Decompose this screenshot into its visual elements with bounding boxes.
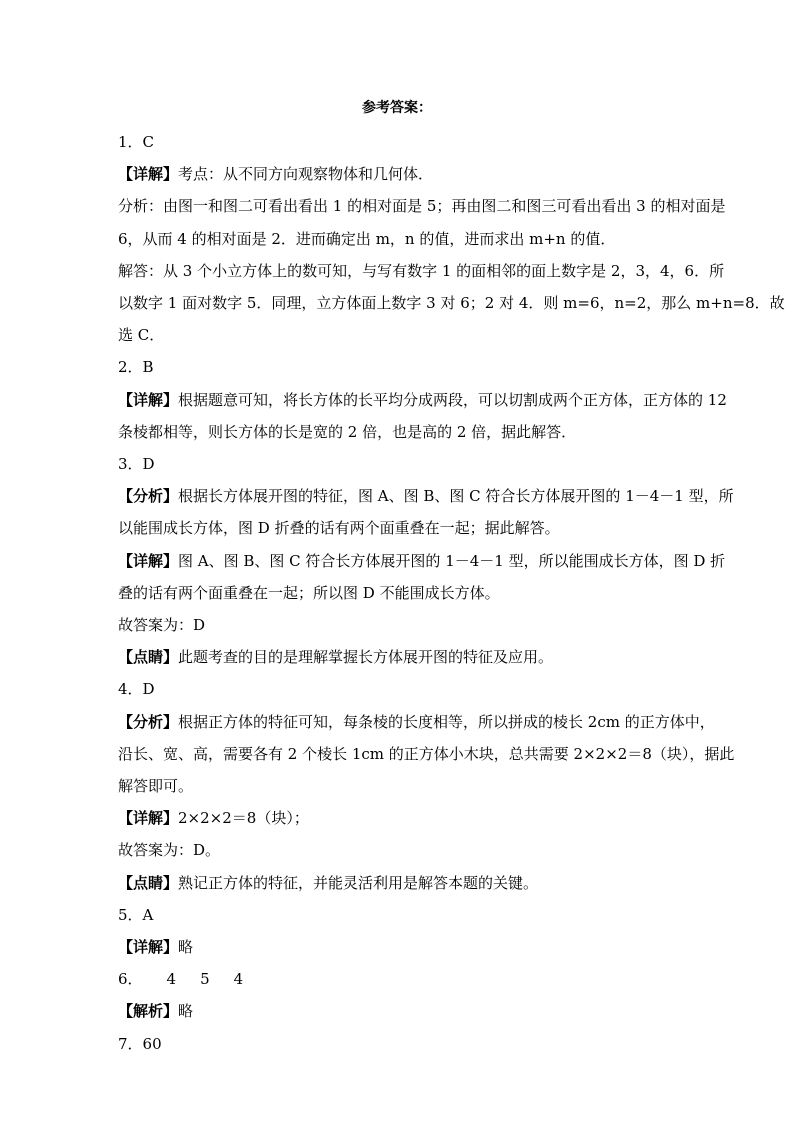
- blank-answer: 4: [233, 970, 244, 989]
- section-tag: 【详解】: [118, 390, 179, 409]
- line-text: 2×2×2＝8（块）；: [178, 809, 309, 828]
- line-text: 7．60: [118, 1034, 162, 1053]
- answer-line: [118, 131, 698, 153]
- line-text: 选 C．: [118, 326, 165, 345]
- answer-line: [118, 421, 698, 443]
- line-text: 根据正方体的特征可知，每条棱的长度相等，所以拼成的棱长 2cm 的正方体中，: [178, 712, 715, 731]
- line-text: 6．: [118, 970, 143, 989]
- line-text: 故答案为：D。: [118, 841, 221, 860]
- line-text: 2．B: [118, 358, 154, 377]
- section-tag: 【详解】: [118, 938, 179, 956]
- answer-line: [118, 646, 698, 668]
- line-text: 分析：由图一和图二可看出看出 1 的相对面是 5；再由图二和图三可看出看出 3 的相对面是: [118, 197, 726, 216]
- section-tag: 【点睛】: [118, 873, 179, 892]
- section-tag: 【详解】: [118, 165, 179, 184]
- answer-line: [118, 582, 698, 604]
- line-text: 叠的话有两个面重叠在一起；所以图 D 不能围成长方体。: [118, 583, 500, 602]
- answer-line: [118, 292, 785, 314]
- answer-line: [118, 936, 698, 958]
- page-title: 参考答案：: [362, 100, 432, 116]
- section-tag: 【分析】: [118, 487, 179, 506]
- answer-line: [118, 389, 727, 411]
- answer-line: [118, 743, 735, 765]
- line-text: 熟记正方体的特征，并能灵活利用是解答本题的关键。: [178, 873, 539, 892]
- answer-line: [118, 904, 698, 926]
- answer-line: [118, 872, 698, 894]
- line-text: 1．C: [118, 133, 155, 151]
- line-text: 6，从而 4 的相对面是 2．进而确定出 m，n 的值，进而求出 m+n 的值．: [118, 229, 616, 248]
- line-text: 3．D: [118, 455, 155, 473]
- line-text: 略: [178, 1002, 194, 1021]
- answer-line: [118, 678, 698, 700]
- line-text: 条棱都相等，则长方体的长是宽的 2 倍，也是高的 2 倍，据此解答．: [118, 422, 577, 441]
- answer-line: [118, 711, 715, 733]
- blank-answer: 4: [166, 970, 177, 989]
- answer-line: [118, 807, 698, 829]
- line-text: 以能围成长方体，图 D 折叠的话有两个面重叠在一起；据此解答。: [118, 519, 560, 538]
- section-tag: 【详解】: [118, 551, 179, 570]
- answer-line: [118, 1000, 698, 1022]
- section-tag: 【详解】: [118, 809, 179, 828]
- answer-line: [118, 324, 698, 346]
- line-text: 解答：从 3 个小立方体上的数可知，与写有数字 1 的面相邻的面上数字是 2，3，4，6．所: [118, 261, 725, 280]
- line-text: 考点：从不同方向观察物体和几何体．: [178, 165, 434, 184]
- answer-line: [118, 195, 726, 217]
- line-text: 根据长方体展开图的特征，图 A、图 B、图 C 符合长方体展开图的 1－4－1 型，所: [178, 487, 734, 506]
- answer-line: [118, 968, 698, 990]
- line-text: 根据题意可知，将长方体的长平均分成两段，可以切割成两个正方体，正方体的 12: [178, 390, 727, 409]
- line-text: 以数字 1 面对数字 5．同理，立方体面上数字 3 对 6；2 对 4．则 m=6，n=2，那么 m+n=8．故: [118, 294, 785, 312]
- answer-line: [118, 1033, 698, 1055]
- line-text: 5．A: [118, 905, 154, 924]
- line-text: 图 A、图 B、图 C 符合长方体展开图的 1－4－1 型，所以能围成长方体，图 D 折: [178, 551, 726, 570]
- answer-line: [118, 260, 725, 282]
- answer-line: [118, 517, 698, 539]
- section-tag: 【分析】: [118, 712, 179, 731]
- section-tag: 【点睛】: [118, 648, 179, 667]
- answer-line: [118, 775, 698, 797]
- answer-line: [118, 228, 698, 250]
- line-text: 4．D: [118, 680, 155, 699]
- answer-line: [118, 550, 726, 572]
- answer-line: [118, 453, 698, 475]
- line-text: 解答即可。: [118, 777, 194, 795]
- answer-line: [118, 839, 698, 861]
- line-text: 沿长、宽、高，需要各有 2 个棱长 1cm 的正方体小木块，总共需要 2×2×2＝8（块），据此: [118, 744, 735, 763]
- answer-line: [118, 614, 698, 636]
- line-text: 故答案为：D: [118, 616, 206, 634]
- blank-answer: 5: [200, 970, 210, 989]
- answer-line: [118, 356, 698, 378]
- answer-line: [118, 163, 698, 185]
- line-text: 略: [178, 938, 194, 956]
- line-text: 此题考查的目的是理解掌握长方体展开图的特征及应用。: [178, 648, 554, 667]
- section-tag: 【解析】: [118, 1002, 179, 1021]
- answer-line: [118, 485, 734, 507]
